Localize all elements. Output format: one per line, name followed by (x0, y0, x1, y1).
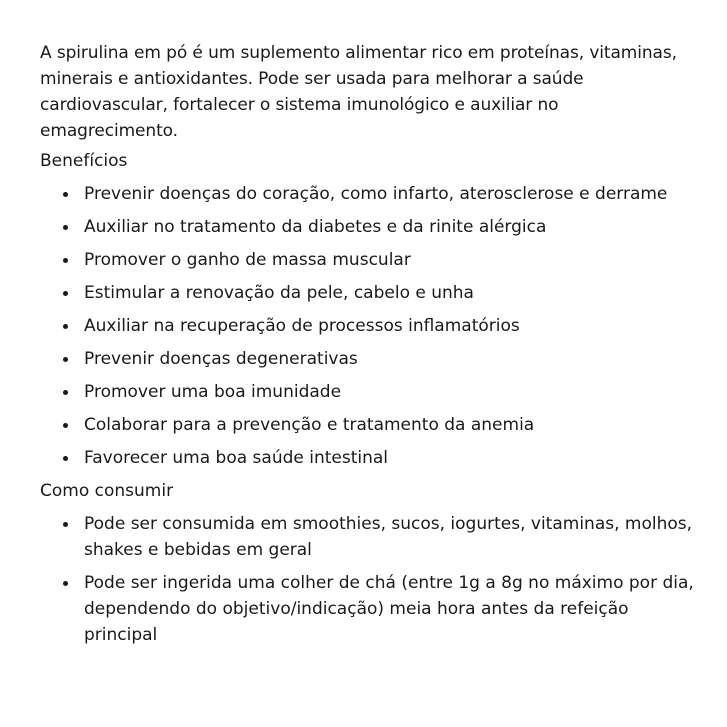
list-item-text: Colaborar para a prevenção e tratamento da anemia (84, 415, 535, 435)
list-item (40, 570, 697, 648)
list-item-text: Auxiliar na recuperação de processos inflamatórios (84, 316, 520, 336)
consume-heading: Como consumir (40, 481, 174, 501)
consume-list (40, 511, 697, 648)
list-item (40, 181, 697, 207)
bullet-icon (61, 181, 69, 207)
bullet-icon (61, 346, 69, 372)
list-item-text: Pode ser ingerida uma colher de chá (entre 1g a 8g no máximo por dia, dependendo do objetivo/indicação) meia hora antes da refeição principal (84, 573, 694, 645)
list-item (40, 280, 697, 306)
list-item-text: Pode ser consumida em smoothies, sucos, iogurtes, vitaminas, molhos, shakes e bebidas em geral (84, 514, 693, 560)
list-item-text: Auxiliar no tratamento da diabetes e da rinite alérgica (84, 217, 547, 237)
bullet-icon (61, 412, 69, 438)
bullet-icon (61, 280, 69, 306)
list-item-text: Estimular a renovação da pele, cabelo e unha (84, 283, 474, 303)
list-item (40, 379, 697, 405)
bullet-icon (61, 511, 69, 537)
list-item-text: Favorecer uma boa saúde intestinal (84, 448, 389, 468)
list-item-text: Prevenir doenças degenerativas (84, 349, 358, 369)
intro-paragraph: A spirulina em pó é um suplemento alimentar rico em proteínas, vitaminas, minerais e antioxidantes. Pode ser usada para melhorar a saúde cardiovascular, fortalecer o sistema imunológico e auxiliar no emagrecimento. (40, 43, 677, 141)
list-item-text: Prevenir doenças do coração, como infarto, aterosclerose e derrame (84, 184, 668, 204)
bullet-icon (61, 247, 69, 273)
list-item (40, 313, 697, 339)
bullet-icon (61, 313, 69, 339)
bullet-icon (61, 445, 69, 471)
list-item (40, 247, 697, 273)
list-item (40, 445, 697, 471)
bullet-icon (61, 570, 69, 596)
list-item (40, 511, 697, 563)
list-item (40, 346, 697, 372)
benefits-heading: Benefícios (40, 151, 128, 171)
list-item-text: Promover uma boa imunidade (84, 382, 342, 402)
list-item (40, 412, 697, 438)
benefits-list (40, 181, 697, 471)
list-item-text: Promover o ganho de massa muscular (84, 250, 411, 270)
list-item (40, 214, 697, 240)
bullet-icon (61, 214, 69, 240)
bullet-icon (61, 379, 69, 405)
